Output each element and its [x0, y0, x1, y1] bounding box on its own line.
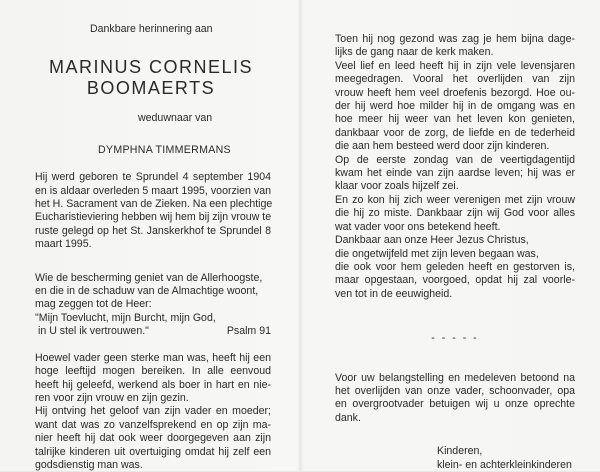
thanks-note: [335, 372, 575, 426]
text-line: die ook voor hem geleden heeft en gestorven is,: [335, 260, 575, 273]
deceased-first-names: MARINUS CORNELIS: [48, 57, 254, 78]
text-line: hoe meer hij weer van het leven kon genieten,: [335, 113, 575, 126]
text-line: ven tot in de eeuwigheid.: [335, 287, 453, 300]
text-line: hoge leeftijd mogen bereiken. In alle eenvoud: [35, 365, 271, 378]
text-line: Toen hij nog gezond was zag je hem bijna dage-: [335, 33, 575, 45]
text-line: maart 1995.: [35, 238, 92, 251]
widower-of: weduwnaar van: [138, 112, 213, 125]
text-line: mag zeggen tot de Heer:: [35, 298, 152, 311]
text-line: En zo kon hij zich weer verenigen met zijn vrouw: [335, 193, 575, 206]
left-page: [0, 0, 300, 471]
right-page: [300, 0, 600, 471]
dedication: Dankbare herinnering aan: [90, 23, 213, 35]
text-line: Eucharistieviering hebben wij hem bij zijn vrouw te: [35, 211, 272, 224]
text-line: en is aldaar overleden 5 maart 1995, voorzien van: [35, 184, 271, 197]
text-line: die ongetwijfeld met zijn leven begaan was,: [335, 247, 539, 260]
text-line: en overgrootvader betuigen wij u onze oprechte: [335, 398, 575, 411]
text-line: "Mijn Toevlucht, mijn Burcht, mijn God,: [35, 311, 216, 324]
text-line: maar opgestaan, voorgoed, opdat hij zal voorle-: [335, 274, 575, 287]
paragraph-gratitude: [335, 234, 575, 301]
text-line: kwam het einde van zijn aardse leven; hij was er: [335, 167, 575, 180]
text-line: godsdienstig man was.: [35, 458, 143, 471]
paragraph-health: [35, 352, 271, 406]
spouse-name: DYMPHNA TIMMERMANS: [98, 143, 231, 156]
text-line: Hij werd geboren te Sprundel 4 september 1904: [35, 171, 271, 184]
psalm-quote: [35, 272, 271, 339]
text-line: Hoewel vader geen sterke man was, heeft hij een: [35, 351, 271, 364]
text-line: ren voor zijn vrouw en zijn gezin.: [35, 391, 189, 404]
text-line: het H. Sacrament van de Zieken. Na een plechtige: [35, 198, 273, 211]
paragraph-church: [335, 33, 575, 60]
text-line: Op de eerste zondag van de veertigdagentijd: [335, 153, 575, 166]
psalm-row: [35, 325, 271, 338]
text-line: die hij zo miste. Dankbaar zijn wij God voor alles: [335, 207, 575, 220]
paragraph-faith: [35, 405, 271, 472]
psalm-reference: Psalm 91: [226, 325, 271, 338]
text-line: meegedragen. Vooral het overlijden van zijn: [335, 73, 575, 86]
text-line: en die in de schaduw van de Almachtige woont,: [35, 285, 259, 298]
text-line: ruste gelegd op het St. Janskerkhof te Sprundel 8: [35, 224, 271, 237]
text-line: het overlijden van onze vader, schoonvader, opa: [335, 384, 575, 397]
biography: [35, 171, 271, 251]
paragraph-death: [335, 154, 575, 194]
text-line: Hij ontving het geloof van zijn vader en moeder;: [35, 405, 271, 418]
text-line: die aan hem besteed werd door zijn kinderen.: [335, 140, 550, 153]
text-line: Wie de bescherming geniet van de Allerhoogste,: [35, 271, 263, 284]
text-line: Dankbaar aan onze Heer Jezus Christus,: [335, 234, 529, 247]
deceased-surname: BOOMAERTS: [86, 78, 216, 99]
text-line: Voor uw belangstelling en medeleven betoond na: [335, 371, 575, 384]
text-line: in U stel ik vertrouwen.": [38, 325, 149, 338]
text-line: want dat was zo vanzelfsprekend en op zijn ma-: [35, 418, 271, 431]
signature-grandchildren: klein- en achterkleinkinderen: [437, 458, 572, 471]
separator: - - - - -: [431, 332, 479, 345]
text-line: heeft hij geleefd, werkend als boer in hart en nie-: [35, 378, 271, 391]
text-line: lijks de gang naar de kerk maken.: [335, 46, 494, 59]
text-line: nier heeft hij dat ook weer doorgegeven aan zijn: [35, 432, 271, 445]
paragraph-life: [335, 60, 575, 154]
paragraph-reunion: [335, 194, 575, 234]
text-line: vrouw heeft hem veel droefenis bezorgd. Hoe ou-: [335, 86, 575, 99]
text-line: klaar voor zoals hijzelf zei.: [335, 180, 459, 193]
text-line: der hij werd hoe milder hij in de omgang was en: [335, 100, 575, 113]
text-line: talrijke kinderen uit overtuiging omdat hij zelf een: [35, 445, 271, 458]
text-line: wat vader voor ons betekend heeft.: [335, 220, 501, 233]
signature-children: Kinderen,: [437, 445, 483, 458]
text-line: dank.: [335, 411, 361, 424]
text-line: Veel lief en leed heeft hij in zijn vele levensjaren: [335, 59, 575, 72]
text-line: dankbaar voor de zorg, de liefde en de tederheid: [335, 126, 575, 139]
